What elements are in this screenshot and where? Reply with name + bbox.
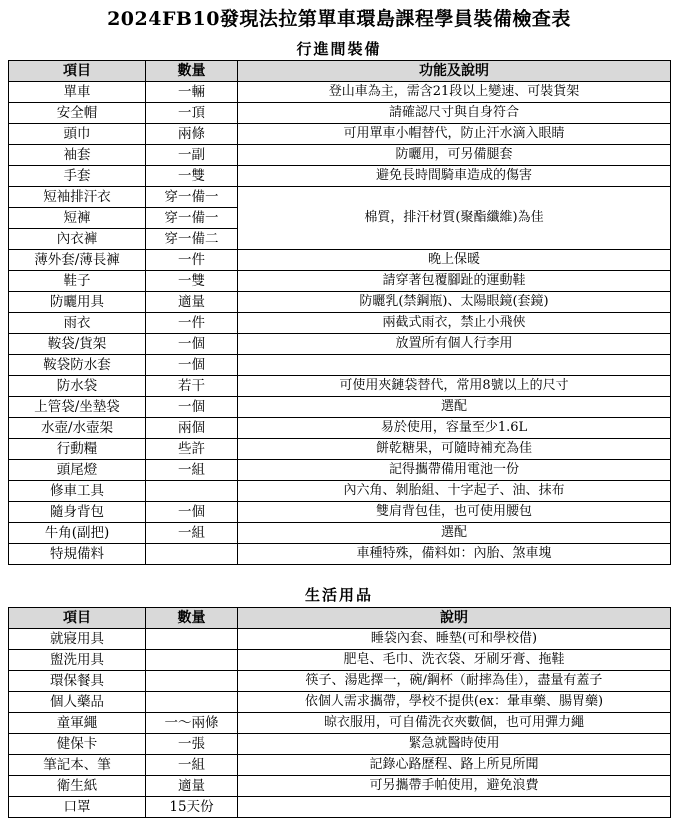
quantity-cell: 一副 [146, 145, 238, 166]
item-cell: 防水袋 [9, 376, 146, 397]
item-cell: 上管袋/坐墊袋 [9, 397, 146, 418]
description-cell: 內六角、剝胎組、十字起子、油、抹布 [238, 481, 671, 502]
item-cell: 鞍袋防水套 [9, 355, 146, 376]
table-row [9, 103, 671, 124]
description-cell: 晚上保暖 [238, 250, 671, 271]
table-row [9, 713, 671, 734]
item-cell: 行動糧 [9, 439, 146, 460]
description-cell [238, 797, 671, 818]
table-row [9, 671, 671, 692]
item-cell: 手套 [9, 166, 146, 187]
quantity-cell: 一～兩條 [146, 713, 238, 734]
description-cell: 車種特殊，備料如：內胎、煞車塊 [238, 544, 671, 565]
quantity-cell: 15天份 [146, 797, 238, 818]
item-cell: 頭尾燈 [9, 460, 146, 481]
table-row [9, 376, 671, 397]
description-cell: 避免長時間騎車造成的傷害 [238, 166, 671, 187]
quantity-cell [146, 629, 238, 650]
description-cell: 肥皂、毛巾、洗衣袋、牙刷牙膏、拖鞋 [238, 650, 671, 671]
page-title: 2024FB10發現法拉第單車環島課程學員裝備檢查表 [107, 8, 571, 30]
quantity-cell: 穿一備一 [146, 208, 238, 229]
table-row [9, 397, 671, 418]
item-cell: 鞋子 [9, 271, 146, 292]
table-row [9, 166, 671, 187]
quantity-cell: 若干 [146, 376, 238, 397]
item-cell: 環保餐具 [9, 671, 146, 692]
description-cell: 記錄心路歷程、路上所見所聞 [238, 755, 671, 776]
item-cell: 口罩 [9, 797, 146, 818]
item-cell: 短袖排汗衣 [9, 187, 146, 208]
item-cell: 特規備料 [9, 544, 146, 565]
quantity-cell: 一輛 [146, 82, 238, 103]
table-row [9, 124, 671, 145]
header-description: 功能及說明 [238, 61, 671, 82]
description-cell: 棉質，排汗材質(聚酯纖維)為佳 [238, 187, 671, 250]
table-row [9, 355, 671, 376]
item-cell: 修車工具 [9, 481, 146, 502]
quantity-cell [146, 692, 238, 713]
table-row [9, 523, 671, 544]
table-row [9, 145, 671, 166]
description-cell: 請確認尺寸與自身符合 [238, 103, 671, 124]
table-row [9, 250, 671, 271]
quantity-cell: 一組 [146, 460, 238, 481]
quantity-cell: 適量 [146, 776, 238, 797]
table-row [9, 292, 671, 313]
table-row [9, 82, 671, 103]
item-cell: 個人藥品 [9, 692, 146, 713]
header-quantity: 數量 [146, 61, 238, 82]
quantity-cell [146, 650, 238, 671]
table-row [9, 544, 671, 565]
table-row [9, 481, 671, 502]
quantity-cell: 一個 [146, 334, 238, 355]
item-cell: 薄外套/薄長褲 [9, 250, 146, 271]
item-cell: 內衣褲 [9, 229, 146, 250]
item-cell: 牛角(副把) [9, 523, 146, 544]
table-row [9, 629, 671, 650]
header-item: 項目 [9, 61, 146, 82]
quantity-cell: 一個 [146, 502, 238, 523]
quantity-cell: 兩條 [146, 124, 238, 145]
description-cell: 緊急就醫時使用 [238, 734, 671, 755]
header-quantity: 數量 [146, 608, 238, 629]
description-cell: 易於使用，容量至少1.6L [238, 418, 671, 439]
table-row [9, 418, 671, 439]
description-cell: 睡袋內套、睡墊(可和學校借) [238, 629, 671, 650]
travel-gear-table [8, 60, 671, 565]
description-cell: 筷子、湯匙擇一，碗/鋼杯（耐摔為佳），盡量有蓋子 [238, 671, 671, 692]
item-cell: 水壺/水壺架 [9, 418, 146, 439]
item-cell: 袖套 [9, 145, 146, 166]
table-row [9, 755, 671, 776]
quantity-cell [146, 544, 238, 565]
description-cell: 放置所有個人行李用 [238, 334, 671, 355]
item-cell: 短褲 [9, 208, 146, 229]
daily-items-table [8, 607, 671, 818]
quantity-cell: 一組 [146, 523, 238, 544]
quantity-cell: 一件 [146, 313, 238, 334]
item-cell: 雨衣 [9, 313, 146, 334]
quantity-cell: 些許 [146, 439, 238, 460]
description-cell: 登山車為主，需含21段以上變速、可裝貨架 [238, 82, 671, 103]
table-row [9, 271, 671, 292]
header-item: 項目 [9, 608, 146, 629]
item-cell: 就寢用具 [9, 629, 146, 650]
item-cell: 健保卡 [9, 734, 146, 755]
quantity-cell: 一組 [146, 755, 238, 776]
description-cell: 選配 [238, 523, 671, 544]
quantity-cell: 一雙 [146, 271, 238, 292]
table-row [9, 734, 671, 755]
quantity-cell: 一件 [146, 250, 238, 271]
item-cell: 衛生紙 [9, 776, 146, 797]
item-cell: 防曬用具 [9, 292, 146, 313]
quantity-cell [146, 481, 238, 502]
quantity-cell: 一頂 [146, 103, 238, 124]
table-row [9, 313, 671, 334]
table-header-row [9, 61, 671, 82]
table-row [9, 439, 671, 460]
item-cell: 單車 [9, 82, 146, 103]
description-cell: 依個人需求攜帶，學校不提供(ex：暈車藥、腸胃藥) [238, 692, 671, 713]
description-cell: 雙肩背包佳，也可使用腰包 [238, 502, 671, 523]
table-row [9, 650, 671, 671]
quantity-cell: 兩個 [146, 418, 238, 439]
item-cell: 頭巾 [9, 124, 146, 145]
quantity-cell: 穿一備二 [146, 229, 238, 250]
description-cell: 記得攜帶備用電池一份 [238, 460, 671, 481]
table-row [9, 776, 671, 797]
item-cell: 筆記本、筆 [9, 755, 146, 776]
section-title-daily-items: 生活用品 [304, 586, 373, 604]
quantity-cell: 穿一備一 [146, 187, 238, 208]
quantity-cell: 適量 [146, 292, 238, 313]
description-cell: 請穿著包覆腳趾的運動鞋 [238, 271, 671, 292]
table-row [9, 460, 671, 481]
quantity-cell [146, 671, 238, 692]
quantity-cell: 一個 [146, 397, 238, 418]
description-cell: 餅乾糖果，可隨時補充為佳 [238, 439, 671, 460]
table-row [9, 692, 671, 713]
table-row [9, 334, 671, 355]
description-cell: 選配 [238, 397, 671, 418]
quantity-cell: 一個 [146, 355, 238, 376]
table-row [9, 502, 671, 523]
description-cell: 可另攜帶手帕使用，避免浪費 [238, 776, 671, 797]
description-cell: 晾衣服用，可自備洗衣夾數個，也可用彈力繩 [238, 713, 671, 734]
item-cell: 安全帽 [9, 103, 146, 124]
description-cell: 兩截式雨衣，禁止小飛俠 [238, 313, 671, 334]
item-cell: 隨身背包 [9, 502, 146, 523]
header-description: 說明 [238, 608, 671, 629]
quantity-cell: 一張 [146, 734, 238, 755]
description-cell [238, 355, 671, 376]
description-cell: 可用單車小帽替代，防止汗水滴入眼睛 [238, 124, 671, 145]
item-cell: 盥洗用具 [9, 650, 146, 671]
description-cell: 可使用夾鏈袋替代，常用8號以上的尺寸 [238, 376, 671, 397]
quantity-cell: 一雙 [146, 166, 238, 187]
table-row [9, 187, 671, 208]
description-cell: 防曬用，可另備腿套 [238, 145, 671, 166]
item-cell: 鞍袋/貨架 [9, 334, 146, 355]
section-title-travel-gear: 行進間裝備 [296, 40, 382, 58]
table-header-row [9, 608, 671, 629]
item-cell: 童軍繩 [9, 713, 146, 734]
description-cell: 防曬乳(禁鋼瓶)、太陽眼鏡(套鏡) [238, 292, 671, 313]
table-row [9, 797, 671, 818]
